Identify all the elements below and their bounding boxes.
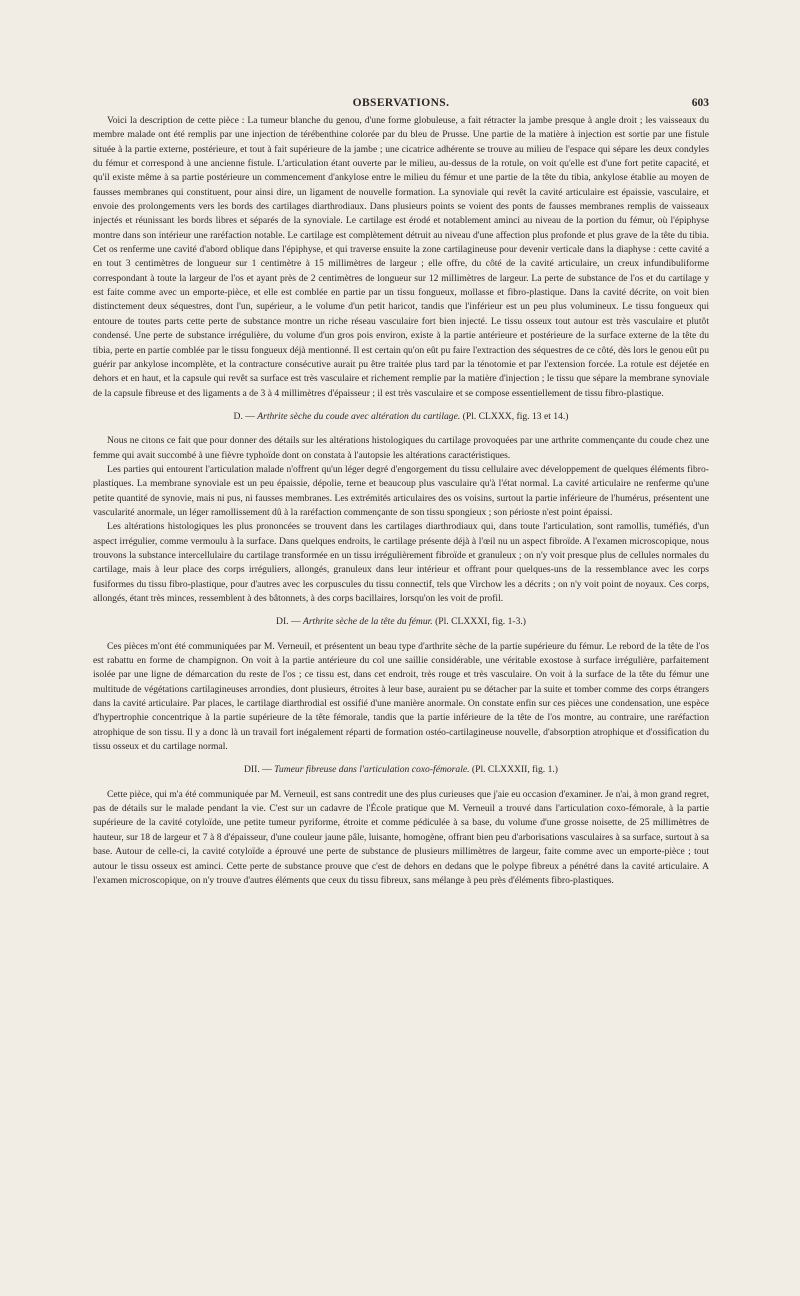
section-title: Arthrite sèche du coude avec altération du cartilage. [257, 410, 461, 422]
section-title: Arthrite sèche de la tête du fémur. [302, 616, 433, 628]
section-heading-di [93, 615, 709, 629]
section-title: Tumeur fibreuse dans l'articulation coxo-fémorale. [274, 764, 470, 776]
page-number: 603 [691, 97, 709, 109]
page-header [93, 97, 709, 111]
paragraph: Les altérations histologiques les plus prononcées se trouvent dans les cartilages diarthrodiaux qui, dans toute l'articulation, sont ramollis, tuméfiés, d'un aspect irrégulier, comme vermoulu à la surface. Dans quelques endroits, le cartilage présente déjà à l'œil nu un aspect fibroïde. A l'examen microscopique, nous trouvons la substance intercellulaire du cartilage transformée en un tissu irrégulièrement fibroïde et granuleux ; on n'y voit presque plus de cellules normales du cartilage, mais à leur place des corps irréguliers, allongés, granuleux dans leur intérieur et offrant pour quelques-uns de la ressemblance avec les corps fusiformes du tissu fibro-plastique, pour d'autres avec les corpuscules du tissu connectif, tels que Virchow les a décrits ; on n'y voit point de noyaux. Ces corps, allongés, étant très minces, ressemblent à des bâtonnets, à des corps bacillaires, lorsqu'on les voit de profil. [93, 521, 709, 604]
paragraph: Ces pièces m'ont été communiquées par M. Verneuil, et présentent un beau type d'arthrite sèche de la partie supérieure du fémur. Le rebord de la tête de l'os est rabattu en forme de champignon. On voit à la partie antérieure du col une saillie considérable, une véritable exostose à surface irrégulière, parfaitement isolée par une ligne de démarcation du reste de l'os ; ce tissu est, dans cet endroit, très rouge et très vasculaire. On voit à la surface de la tête du fémur une multitude de végétations cartilagineuses arrondies, dont plusieurs, étroites à leur base, auraient pu se détacher par la suite et tomber comme des corps étrangers dans la cavité articulaire. Par places, le cartilage diarthrodial est ossifié d'une manière anormale. On constate enfin sur ces pièces une condensation, une espèce d'hypertrophie concentrique à la partie supérieure de la tête fémorale, tandis que la partie inférieure de la tête de l'os montre, au contraire, une raréfaction atrophique de son tissu. Il y a donc là un travail fort inégalement réparti de formation ostéo-cartilagineuse nouvelle, d'absorption atrophique et d'ossification du tissu osseux et du cartilage normal. [93, 640, 709, 753]
section-heading-d [93, 410, 709, 424]
section-heading-dii [93, 763, 709, 777]
body-text [93, 114, 709, 888]
paragraph: Cette pièce, qui m'a été communiquée par M. Verneuil, est sans contredit une des plus curieuses que j'aie eu occasion d'examiner. Je n'ai, à mon grand regret, pas de détails sur le malade pendant la vie. C'est sur un cadavre de l'École pratique que M. Verneuil a trouvé dans l'articulation coxo-fémorale, à la partie supérieure de la cavité cotyloïde, une petite tumeur pyriforme, étroite et comme pédiculée à sa base, du volume d'une grosse noisette, de 25 millimètres de hauteur, sur 18 de largeur et 7 à 8 d'épaisseur, d'une couleur jaune pâle, luisante, homogène, offrant bien peu d'arborisations vasculaires à sa surface, surtout à sa base. Autour de celle-ci, la cavité cotyloïde a éprouvé une perte de substance de plusieurs millimètres de largeur, faite comme avec un emporte-pièce ; tout autour le tissu osseux est aminci. Cette perte de substance prouve que c'est de dehors en dedans que le polype fibreux a pénétré dans la cavité articulaire. A l'examen microscopique, on n'y trouve d'autres éléments que ceux du tissu fibreux, sans mélange à peu près d'éléments fibro-plastiques. [93, 788, 709, 886]
running-head: OBSERVATIONS. [352, 97, 450, 109]
plate-reference: (Pl. CLXXX, fig. 13 et 14.) [460, 410, 569, 422]
paragraph: Voici la description de cette pièce : La tumeur blanche du genou, d'une forme globuleuse, a fait rétracter la jambe presque à angle droit ; les vaisseaux du membre malade ont été remplis par une injection de térébenthine colorée par du bleu de Prusse. Une partie de la matière à injection est sortie par une fistule située à la partie externe, postérieure, et tout à fait supérieure de la jambe ; une cicatrice adhérente se trouve au milieu de l'espace qui sépare les deux condyles du fémur et correspond à une ancienne fistule. L'articulation étant ouverte par le milieu, au-dessus de la rotule, on voit qu'elle est d'une fort petite capacité, et qu'il existe même à sa partie postérieure un commencement d'ankylose entre le milieu du fémur et une partie de la tête du tibia, ankylose établie au moyen de fausses membranes qui constituent, pour ainsi dire, un ligament de nouvelle formation. La synoviale qui revêt la cavité articulaire est épaissie, vasculaire, et envoie des prolongements vers les bords des cartilages diarthrodiaux. Dans plusieurs points se voient des ponts de fausses membranes remplis de vaisseaux injectés et réunissant les bords libres et séparés de la synoviale. Le cartilage est érodé et notablement aminci au niveau de la portion du fémur, où l'épiphyse montre dans son intérieur une raréfaction notable. Le cartilage est complètement détruit au niveau d'une affection plus profonde et plus grave de la tête du tibia. Cet os renferme une cavité d'abord oblique dans l'épiphyse, et qui traverse ensuite la zone cartilagineuse pour devenir verticale dans la diaphyse : cette cavité a en tout 3 centimètres de longueur sur 1 centimètre à 15 millimètres de largeur ; elle offre, du côté de la cavité articulaire, un creux infundibuliforme correspondant à toute la largeur de l'os et ayant près de 2 centimètres de longueur sur 12 millimètres de largeur. La perte de substance de l'os et du cartilage y est faite comme avec un emporte-pièce, et elle est comblée en partie par un tissu fongueux, mollasse et fibro-plastique. Dans la cavité décrite, on voit bien distinctement deux séquestres, dont l'un, supérieur, a le volume d'un petit haricot, tandis que l'inférieur est un peu plus volumineux. Le tissu fongueux qui entoure de toutes parts cette perte de substance montre un riche réseau vasculaire fort bien injecté. Le tissu osseux tout autour est très vasculaire et plutôt condensé. Une perte de substance irrégulière, du volume d'un gros pois environ, existe à la partie antérieure et postérieure de la surface externe de la tête du tibia, perte en partie comblée par le tissu fongueux déjà mentionné. Il est certain qu'on eût pu faire l'extraction des séquestres de ce côté, dès lors le genou eût pu guérir par ankylose incomplète, et la contracture consécutive aurait pu être traitée plus tard par la ténotomie et par l'extension forcée. La rotule est déjetée en dehors et en haut, et la capsule qui revêt sa surface est très vasculaire et richement remplie par la matière d'injection ; le tissu que sépare la membrane synoviale de la capsule fibreuse et des ligaments a de 3 à 4 millimètres d'épaisseur ; il est très vasculaire et se compose essentiellement de tissu fibro-plastique. [93, 115, 709, 399]
paragraph: Nous ne citons ce fait que pour donner des détails sur les altérations histologiques du cartilage provoquées par une arthrite commençante du coude chez une femme qui avait succombé à une fièvre typhoïde dont on constata à l'autopsie les altérations caractéristiques. [93, 435, 709, 461]
paragraph: Les parties qui entourent l'articulation malade n'offrent qu'un léger degré d'engorgement du tissu cellulaire avec développement de quelques éléments fibro-plastiques. La membrane synoviale est un peu épaissie, dépolie, terne et beaucoup plus vasculaire qu'à l'état normal. La cavité articulaire ne renferme qu'une petite quantité de synovie, mais ni pus, ni fausses membranes. Les extrémités articulaires des os voisins, surtout la partie inférieure de l'humérus, présentent une vascularité anormale, un léger ramollissement dû à la raréfaction commençante de son tissu spongieux ; son périoste n'est point épaissi. [93, 463, 709, 518]
plate-reference: (Pl. CLXXXI, fig. 1-3.) [432, 616, 526, 628]
section-number: DII. — [244, 764, 275, 776]
section-number: D. — [233, 410, 258, 422]
plate-reference: (Pl. CLXXXII, fig. 1.) [469, 764, 558, 776]
section-number: DI. — [276, 616, 303, 628]
